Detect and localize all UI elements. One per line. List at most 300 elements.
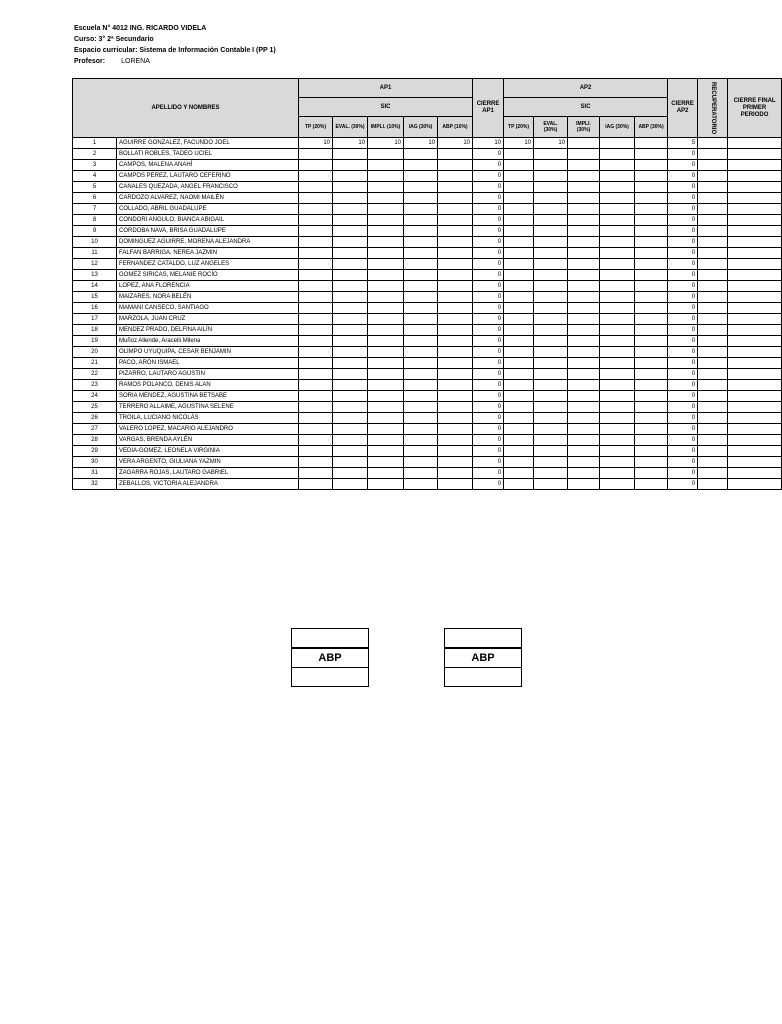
recuperatorio-cell[interactable]	[698, 138, 728, 149]
ap1-grade-cell[interactable]	[333, 402, 368, 413]
recuperatorio-cell[interactable]	[698, 325, 728, 336]
cierre-ap1-cell[interactable]: 0	[473, 226, 504, 237]
ap1-grade-cell[interactable]	[333, 479, 368, 490]
ap2-grade-cell[interactable]	[635, 171, 668, 182]
cierre-ap1-cell[interactable]: 10	[473, 138, 504, 149]
ap2-grade-cell[interactable]	[635, 468, 668, 479]
student-name[interactable]: CAMPOS PEREZ, LAUTARO CEFERINO	[117, 171, 299, 182]
recuperatorio-cell[interactable]	[698, 358, 728, 369]
row-number[interactable]: 27	[73, 424, 117, 435]
ap1-grade-cell[interactable]	[333, 226, 368, 237]
ap1-grade-cell[interactable]	[368, 215, 404, 226]
recuperatorio-cell[interactable]	[698, 259, 728, 270]
cierre-final-cell[interactable]	[728, 402, 782, 413]
row-number[interactable]: 26	[73, 413, 117, 424]
row-number[interactable]: 6	[73, 193, 117, 204]
ap2-grade-cell[interactable]	[568, 149, 600, 160]
recuperatorio-cell[interactable]	[698, 160, 728, 171]
cierre-ap1-cell[interactable]: 0	[473, 325, 504, 336]
row-number[interactable]: 13	[73, 270, 117, 281]
ap1-grade-cell[interactable]	[404, 336, 438, 347]
ap1-grade-cell[interactable]	[333, 292, 368, 303]
cierre-final-cell[interactable]	[728, 347, 782, 358]
recuperatorio-cell[interactable]	[698, 391, 728, 402]
cierre-ap2-cell[interactable]: 0	[668, 204, 698, 215]
ap2-grade-cell[interactable]	[635, 193, 668, 204]
ap2-grade-cell[interactable]	[635, 270, 668, 281]
ap1-grade-cell[interactable]	[299, 160, 333, 171]
ap2-grade-cell[interactable]	[600, 248, 635, 259]
ap2-grade-cell[interactable]	[534, 237, 568, 248]
row-number[interactable]: 5	[73, 182, 117, 193]
ap1-grade-cell[interactable]	[404, 248, 438, 259]
cierre-ap1-cell[interactable]: 0	[473, 468, 504, 479]
cierre-ap1-cell[interactable]: 0	[473, 237, 504, 248]
cierre-final-cell[interactable]	[728, 369, 782, 380]
ap2-grade-cell[interactable]	[568, 237, 600, 248]
ap2-grade-cell[interactable]	[534, 215, 568, 226]
ap2-grade-cell[interactable]	[534, 479, 568, 490]
ap1-grade-cell[interactable]	[404, 424, 438, 435]
ap2-grade-cell[interactable]	[534, 182, 568, 193]
cierre-ap1-cell[interactable]: 0	[473, 314, 504, 325]
cierre-ap2-cell[interactable]: 0	[668, 380, 698, 391]
row-number[interactable]: 32	[73, 479, 117, 490]
cierre-ap1-cell[interactable]: 0	[473, 281, 504, 292]
ap2-grade-cell[interactable]	[600, 281, 635, 292]
ap2-grade-cell[interactable]	[568, 226, 600, 237]
row-number[interactable]: 21	[73, 358, 117, 369]
cierre-final-cell[interactable]	[728, 292, 782, 303]
recuperatorio-cell[interactable]	[698, 369, 728, 380]
ap2-grade-cell[interactable]	[504, 391, 534, 402]
ap1-grade-cell[interactable]	[368, 369, 404, 380]
ap2-grade-cell[interactable]	[534, 435, 568, 446]
recuperatorio-cell[interactable]	[698, 149, 728, 160]
ap1-grade-cell[interactable]	[299, 281, 333, 292]
ap2-grade-cell[interactable]	[534, 171, 568, 182]
ap2-grade-cell[interactable]	[568, 182, 600, 193]
recuperatorio-cell[interactable]	[698, 446, 728, 457]
ap1-grade-cell[interactable]	[333, 325, 368, 336]
ap1-grade-cell[interactable]	[438, 171, 473, 182]
cierre-ap2-cell[interactable]: 0	[668, 248, 698, 259]
ap2-grade-cell[interactable]	[534, 402, 568, 413]
ap2-grade-cell[interactable]	[534, 281, 568, 292]
student-name[interactable]: PIZARRO, LAUTARO AGUSTIN	[117, 369, 299, 380]
ap2-grade-cell[interactable]	[600, 347, 635, 358]
ap1-grade-cell[interactable]	[368, 336, 404, 347]
ap1-grade-cell[interactable]	[368, 270, 404, 281]
recuperatorio-cell[interactable]	[698, 424, 728, 435]
ap1-grade-cell[interactable]	[333, 215, 368, 226]
cierre-ap2-cell[interactable]: 0	[668, 171, 698, 182]
ap1-grade-cell[interactable]	[404, 358, 438, 369]
ap1-grade-cell[interactable]	[404, 259, 438, 270]
student-name[interactable]: TROILA, LUCIANO NICOLÁS	[117, 413, 299, 424]
cierre-ap1-cell[interactable]: 0	[473, 424, 504, 435]
ap2-grade-cell[interactable]	[635, 303, 668, 314]
ap1-grade-cell[interactable]	[438, 457, 473, 468]
cierre-ap1-cell[interactable]: 0	[473, 171, 504, 182]
ap2-grade-cell[interactable]	[534, 270, 568, 281]
ap1-grade-cell[interactable]	[404, 413, 438, 424]
student-name[interactable]: VARGAS, BRENDA AYLÉN	[117, 435, 299, 446]
cierre-ap2-cell[interactable]: 0	[668, 468, 698, 479]
ap2-grade-cell[interactable]	[600, 270, 635, 281]
ap1-grade-cell[interactable]	[404, 303, 438, 314]
ap2-grade-cell[interactable]	[504, 149, 534, 160]
cierre-ap2-cell[interactable]: 0	[668, 479, 698, 490]
ap1-grade-cell[interactable]: 10	[404, 138, 438, 149]
student-name[interactable]: ZAGARRA ROJAS, LAUTARO GABRIEL	[117, 468, 299, 479]
recuperatorio-cell[interactable]	[698, 193, 728, 204]
ap1-grade-cell[interactable]	[333, 281, 368, 292]
cierre-ap2-cell[interactable]: 0	[668, 292, 698, 303]
recuperatorio-cell[interactable]	[698, 479, 728, 490]
ap2-grade-cell[interactable]	[504, 215, 534, 226]
cierre-final-cell[interactable]	[728, 391, 782, 402]
ap1-grade-cell[interactable]	[299, 435, 333, 446]
ap2-grade-cell[interactable]	[600, 138, 635, 149]
cierre-ap2-cell[interactable]: 0	[668, 358, 698, 369]
cierre-final-cell[interactable]	[728, 435, 782, 446]
ap1-grade-cell[interactable]	[404, 204, 438, 215]
cierre-final-cell[interactable]	[728, 215, 782, 226]
student-name[interactable]: RAMOS POLANCO, DENIS ALAN	[117, 380, 299, 391]
ap2-grade-cell[interactable]	[635, 248, 668, 259]
cierre-final-cell[interactable]	[728, 413, 782, 424]
cierre-ap1-cell[interactable]: 0	[473, 270, 504, 281]
cierre-final-cell[interactable]	[728, 336, 782, 347]
ap1-grade-cell[interactable]	[438, 325, 473, 336]
ap1-grade-cell[interactable]	[299, 292, 333, 303]
ap2-grade-cell[interactable]	[635, 435, 668, 446]
ap2-grade-cell[interactable]	[600, 402, 635, 413]
cierre-final-cell[interactable]	[728, 358, 782, 369]
recuperatorio-cell[interactable]	[698, 347, 728, 358]
ap2-grade-cell[interactable]	[568, 369, 600, 380]
cierre-ap1-cell[interactable]: 0	[473, 369, 504, 380]
ap1-grade-cell[interactable]	[438, 149, 473, 160]
ap1-grade-cell[interactable]	[299, 149, 333, 160]
ap2-grade-cell[interactable]	[568, 259, 600, 270]
cierre-ap1-cell[interactable]: 0	[473, 149, 504, 160]
cierre-ap2-cell[interactable]: 0	[668, 193, 698, 204]
cierre-ap2-cell[interactable]: 0	[668, 424, 698, 435]
ap1-grade-cell[interactable]	[368, 358, 404, 369]
row-number[interactable]: 8	[73, 215, 117, 226]
ap1-grade-cell[interactable]	[299, 424, 333, 435]
ap1-grade-cell[interactable]	[404, 160, 438, 171]
cierre-final-cell[interactable]	[728, 325, 782, 336]
ap2-grade-cell[interactable]	[504, 182, 534, 193]
cierre-ap1-cell[interactable]: 0	[473, 182, 504, 193]
ap1-grade-cell[interactable]	[299, 259, 333, 270]
ap2-grade-cell[interactable]	[635, 347, 668, 358]
row-number[interactable]: 10	[73, 237, 117, 248]
ap1-grade-cell[interactable]	[404, 182, 438, 193]
student-name[interactable]: VERA ARGENTO, GIULIANA YAZMIN	[117, 457, 299, 468]
ap1-grade-cell[interactable]	[438, 479, 473, 490]
ap1-grade-cell[interactable]	[333, 193, 368, 204]
ap1-grade-cell[interactable]	[368, 435, 404, 446]
ap1-grade-cell[interactable]	[438, 226, 473, 237]
recuperatorio-cell[interactable]	[698, 314, 728, 325]
row-number[interactable]: 29	[73, 446, 117, 457]
ap2-grade-cell[interactable]	[600, 226, 635, 237]
ap1-grade-cell[interactable]	[333, 303, 368, 314]
cierre-ap1-cell[interactable]: 0	[473, 248, 504, 259]
row-number[interactable]: 12	[73, 259, 117, 270]
cierre-ap1-cell[interactable]: 0	[473, 457, 504, 468]
ap2-grade-cell[interactable]	[635, 204, 668, 215]
cierre-ap2-cell[interactable]: 0	[668, 226, 698, 237]
ap1-grade-cell[interactable]	[438, 292, 473, 303]
ap1-grade-cell[interactable]	[404, 149, 438, 160]
ap1-grade-cell[interactable]	[368, 303, 404, 314]
student-name[interactable]: SORIA MENDEZ, AGUSTINA BETSABE	[117, 391, 299, 402]
ap1-grade-cell[interactable]	[299, 325, 333, 336]
cierre-ap1-cell[interactable]: 0	[473, 204, 504, 215]
cierre-final-cell[interactable]	[728, 149, 782, 160]
ap1-grade-cell[interactable]	[368, 182, 404, 193]
ap2-grade-cell[interactable]	[504, 325, 534, 336]
cierre-ap1-cell[interactable]: 0	[473, 193, 504, 204]
cierre-ap1-cell[interactable]: 0	[473, 259, 504, 270]
ap1-grade-cell[interactable]	[333, 347, 368, 358]
ap1-grade-cell[interactable]	[404, 391, 438, 402]
ap2-grade-cell[interactable]	[635, 226, 668, 237]
ap1-grade-cell[interactable]	[368, 171, 404, 182]
ap2-grade-cell[interactable]	[568, 424, 600, 435]
ap1-grade-cell[interactable]	[368, 314, 404, 325]
student-name[interactable]: MARZOLA, JUAN CRUZ	[117, 314, 299, 325]
ap1-grade-cell[interactable]	[299, 380, 333, 391]
ap1-grade-cell[interactable]	[299, 171, 333, 182]
ap1-grade-cell[interactable]	[368, 424, 404, 435]
ap2-grade-cell[interactable]	[534, 160, 568, 171]
cierre-final-cell[interactable]	[728, 314, 782, 325]
ap2-grade-cell[interactable]	[504, 259, 534, 270]
row-number[interactable]: 24	[73, 391, 117, 402]
ap1-grade-cell[interactable]	[333, 248, 368, 259]
cierre-ap2-cell[interactable]: 0	[668, 270, 698, 281]
ap2-grade-cell[interactable]	[600, 391, 635, 402]
ap1-grade-cell[interactable]	[368, 347, 404, 358]
ap2-grade-cell[interactable]	[635, 292, 668, 303]
cierre-ap2-cell[interactable]: 0	[668, 446, 698, 457]
ap2-grade-cell[interactable]	[635, 281, 668, 292]
ap1-grade-cell[interactable]	[438, 336, 473, 347]
ap2-grade-cell[interactable]	[504, 402, 534, 413]
student-name[interactable]: CANALES QUEZADA, ANGEL FRANCISCO	[117, 182, 299, 193]
cierre-ap2-cell[interactable]: 0	[668, 413, 698, 424]
ap1-grade-cell[interactable]	[299, 402, 333, 413]
ap2-grade-cell[interactable]	[534, 149, 568, 160]
recuperatorio-cell[interactable]	[698, 237, 728, 248]
ap2-grade-cell[interactable]	[534, 369, 568, 380]
cierre-final-cell[interactable]	[728, 237, 782, 248]
ap1-grade-cell[interactable]	[333, 237, 368, 248]
ap2-grade-cell[interactable]	[504, 226, 534, 237]
row-number[interactable]: 11	[73, 248, 117, 259]
ap2-grade-cell[interactable]	[600, 468, 635, 479]
ap1-grade-cell[interactable]	[438, 281, 473, 292]
student-name[interactable]: CARDOZO ALVAREZ, NAOMI MAILÉN	[117, 193, 299, 204]
cierre-ap1-cell[interactable]: 0	[473, 435, 504, 446]
cierre-ap1-cell[interactable]: 0	[473, 391, 504, 402]
ap1-grade-cell[interactable]: 10	[438, 138, 473, 149]
cierre-final-cell[interactable]	[728, 138, 782, 149]
ap2-grade-cell[interactable]	[504, 424, 534, 435]
ap1-grade-cell[interactable]	[438, 369, 473, 380]
student-name[interactable]: GOMEZ SIRICAS, MELANIE ROCÍO	[117, 270, 299, 281]
student-name[interactable]: VALERO LOPEZ, MACARIO ALEJANDRO	[117, 424, 299, 435]
ap1-grade-cell[interactable]	[368, 248, 404, 259]
ap2-grade-cell[interactable]	[600, 369, 635, 380]
ap2-grade-cell[interactable]	[600, 160, 635, 171]
cierre-final-cell[interactable]	[728, 182, 782, 193]
ap1-grade-cell[interactable]	[333, 424, 368, 435]
ap2-grade-cell[interactable]	[600, 215, 635, 226]
ap1-grade-cell[interactable]	[404, 325, 438, 336]
ap1-grade-cell[interactable]	[368, 457, 404, 468]
recuperatorio-cell[interactable]	[698, 226, 728, 237]
ap2-grade-cell[interactable]	[635, 160, 668, 171]
ap1-grade-cell[interactable]	[368, 292, 404, 303]
ap2-grade-cell[interactable]	[504, 281, 534, 292]
recuperatorio-cell[interactable]	[698, 336, 728, 347]
ap1-grade-cell[interactable]	[368, 479, 404, 490]
ap2-grade-cell[interactable]	[504, 446, 534, 457]
ap2-grade-cell[interactable]	[600, 336, 635, 347]
ap1-grade-cell[interactable]	[404, 292, 438, 303]
row-number[interactable]: 16	[73, 303, 117, 314]
ap2-grade-cell[interactable]	[504, 204, 534, 215]
ap2-grade-cell[interactable]	[600, 380, 635, 391]
cierre-final-cell[interactable]	[728, 424, 782, 435]
ap1-grade-cell[interactable]	[438, 402, 473, 413]
ap2-grade-cell[interactable]	[534, 292, 568, 303]
ap1-grade-cell[interactable]	[404, 226, 438, 237]
ap2-grade-cell[interactable]	[600, 446, 635, 457]
ap2-grade-cell[interactable]	[635, 138, 668, 149]
ap1-grade-cell[interactable]	[299, 215, 333, 226]
cierre-ap2-cell[interactable]: 0	[668, 303, 698, 314]
ap2-grade-cell[interactable]	[635, 369, 668, 380]
cierre-ap2-cell[interactable]: 0	[668, 237, 698, 248]
ap2-grade-cell[interactable]	[504, 237, 534, 248]
cierre-ap2-cell[interactable]: 0	[668, 391, 698, 402]
ap1-grade-cell[interactable]: 10	[299, 138, 333, 149]
cierre-ap2-cell[interactable]: 0	[668, 182, 698, 193]
cierre-ap2-cell[interactable]: 5	[668, 138, 698, 149]
ap1-grade-cell[interactable]: 10	[333, 138, 368, 149]
ap1-grade-cell[interactable]	[299, 182, 333, 193]
ap2-grade-cell[interactable]	[568, 468, 600, 479]
ap1-grade-cell[interactable]	[333, 457, 368, 468]
ap2-grade-cell[interactable]	[534, 457, 568, 468]
ap2-grade-cell[interactable]	[504, 457, 534, 468]
ap1-grade-cell[interactable]	[333, 380, 368, 391]
recuperatorio-cell[interactable]	[698, 182, 728, 193]
cierre-ap2-cell[interactable]: 0	[668, 314, 698, 325]
ap1-grade-cell[interactable]	[333, 413, 368, 424]
ap2-grade-cell[interactable]	[600, 314, 635, 325]
ap2-grade-cell[interactable]	[504, 193, 534, 204]
ap2-grade-cell[interactable]	[534, 468, 568, 479]
ap2-grade-cell[interactable]	[635, 446, 668, 457]
ap2-grade-cell[interactable]	[635, 237, 668, 248]
ap2-grade-cell[interactable]	[635, 314, 668, 325]
ap1-grade-cell[interactable]	[404, 446, 438, 457]
ap1-grade-cell[interactable]	[333, 160, 368, 171]
ap1-grade-cell[interactable]	[333, 314, 368, 325]
ap1-grade-cell[interactable]	[333, 358, 368, 369]
recuperatorio-cell[interactable]	[698, 204, 728, 215]
ap2-grade-cell[interactable]	[568, 171, 600, 182]
ap1-grade-cell[interactable]	[404, 380, 438, 391]
ap1-grade-cell[interactable]	[404, 435, 438, 446]
ap2-grade-cell[interactable]	[568, 281, 600, 292]
row-number[interactable]: 14	[73, 281, 117, 292]
ap1-grade-cell[interactable]	[368, 204, 404, 215]
cierre-final-cell[interactable]	[728, 171, 782, 182]
row-number[interactable]: 25	[73, 402, 117, 413]
ap1-grade-cell[interactable]	[299, 446, 333, 457]
ap2-grade-cell[interactable]	[600, 479, 635, 490]
ap1-grade-cell[interactable]	[438, 248, 473, 259]
ap2-grade-cell[interactable]	[568, 314, 600, 325]
ap1-grade-cell[interactable]	[404, 479, 438, 490]
ap1-grade-cell[interactable]	[333, 369, 368, 380]
ap1-grade-cell[interactable]	[404, 347, 438, 358]
recuperatorio-cell[interactable]	[698, 270, 728, 281]
student-name[interactable]: AGUIRRE GONZALEZ, FACUNDO JOEL	[117, 138, 299, 149]
cierre-final-cell[interactable]	[728, 281, 782, 292]
ap2-grade-cell[interactable]	[635, 259, 668, 270]
recuperatorio-cell[interactable]	[698, 303, 728, 314]
ap2-grade-cell[interactable]	[600, 303, 635, 314]
ap1-grade-cell[interactable]	[438, 380, 473, 391]
ap2-grade-cell[interactable]	[504, 292, 534, 303]
ap2-grade-cell[interactable]	[600, 171, 635, 182]
cierre-ap1-cell[interactable]: 0	[473, 292, 504, 303]
cierre-ap2-cell[interactable]: 0	[668, 160, 698, 171]
ap2-grade-cell[interactable]	[568, 347, 600, 358]
ap1-grade-cell[interactable]	[368, 237, 404, 248]
ap1-grade-cell[interactable]	[404, 314, 438, 325]
ap1-grade-cell[interactable]	[299, 479, 333, 490]
ap2-grade-cell[interactable]	[534, 413, 568, 424]
ap2-grade-cell[interactable]	[635, 149, 668, 160]
ap2-grade-cell[interactable]	[568, 325, 600, 336]
ap1-grade-cell[interactable]	[299, 347, 333, 358]
student-name[interactable]: FALFAN BARRIGA, NEREA JAZMIN	[117, 248, 299, 259]
ap2-grade-cell[interactable]	[568, 446, 600, 457]
ap1-grade-cell[interactable]	[333, 182, 368, 193]
student-name[interactable]: CORDOBA NAVA, BRISA GUADALUPE	[117, 226, 299, 237]
student-name[interactable]: LOPEZ, ANA FLORENCIA	[117, 281, 299, 292]
ap2-grade-cell[interactable]	[504, 435, 534, 446]
cierre-ap1-cell[interactable]: 0	[473, 402, 504, 413]
ap2-grade-cell[interactable]	[534, 347, 568, 358]
ap1-grade-cell[interactable]	[438, 435, 473, 446]
ap2-grade-cell[interactable]	[600, 358, 635, 369]
ap1-grade-cell[interactable]	[404, 215, 438, 226]
ap2-grade-cell[interactable]	[504, 358, 534, 369]
